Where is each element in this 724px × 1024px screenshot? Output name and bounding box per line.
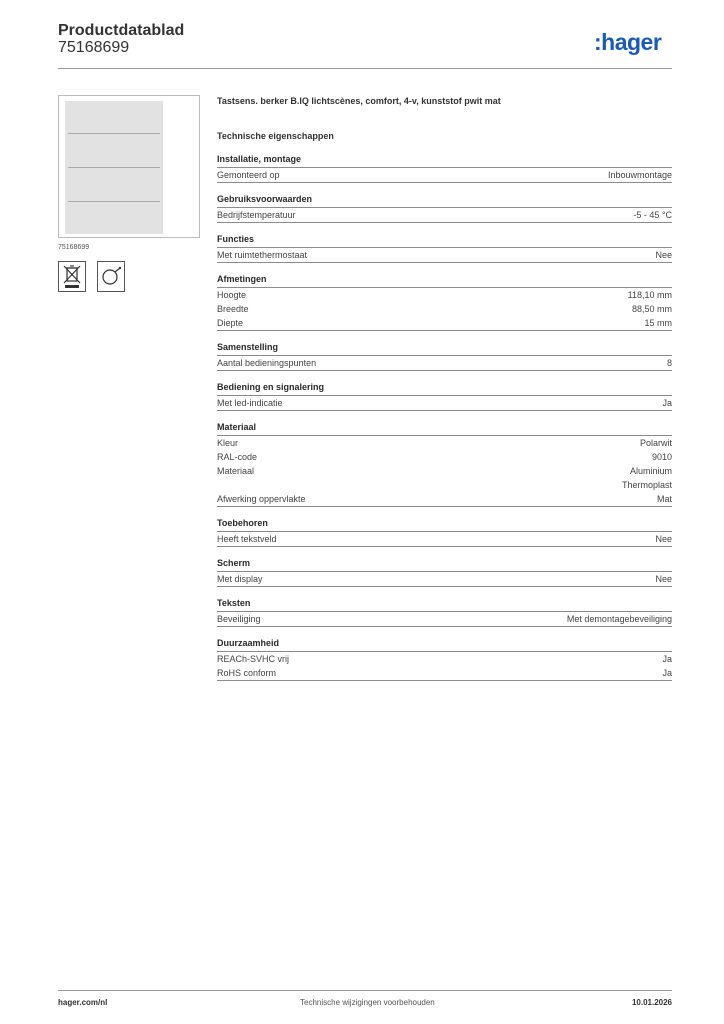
spec-label: Bedrijfstemperatuur <box>217 210 296 220</box>
spec-label: Aantal bedieningspunten <box>217 358 317 368</box>
tech-heading: Technische eigenschappen <box>217 131 334 141</box>
spec-value: Inbouwmontage <box>607 170 672 180</box>
spec-label: Materiaal <box>217 466 255 476</box>
spec-label: Met led-indicatie <box>217 398 283 408</box>
spec-row <box>217 450 672 464</box>
spec-section <box>217 272 672 331</box>
spec-section <box>217 152 672 183</box>
spec-label: Afwerking oppervlakte <box>217 494 306 504</box>
spec-row <box>217 248 672 263</box>
footer-divider <box>58 990 672 991</box>
spec-row <box>217 464 672 492</box>
spec-section <box>217 516 672 547</box>
footer-date: 10.01.2026 <box>631 998 672 1007</box>
spec-value: Ja <box>662 668 672 678</box>
image-caption: 75168699 <box>58 244 90 251</box>
spec-value: Aluminium Thermoplast <box>621 466 672 490</box>
product-description: Tastsens. berker B.IQ lichtscènes, comfort, 4-v, kunststof pwit mat <box>217 96 501 106</box>
spec-row <box>217 288 672 302</box>
footer-disclaimer: Technische wijzigingen voorbehouden <box>300 998 435 1007</box>
spec-row <box>217 316 672 331</box>
spec-section <box>217 420 672 507</box>
spec-value: Nee <box>655 534 672 544</box>
spec-label: Breedte <box>217 304 249 314</box>
spec-label: Gemonteerd op <box>217 170 280 180</box>
spec-section <box>217 636 672 681</box>
spec-value: 118,10 mm <box>627 290 672 300</box>
spec-row <box>217 208 672 223</box>
page-title: Productdatablad <box>58 22 185 39</box>
spec-label: RAL-code <box>217 452 258 462</box>
spec-row <box>217 492 672 507</box>
spec-row <box>217 168 672 183</box>
spec-label: RoHS conform <box>217 668 277 678</box>
spec-value: 15 mm <box>644 318 672 328</box>
spec-row <box>217 302 672 316</box>
spec-label: Beveiliging <box>217 614 261 624</box>
header-divider <box>58 68 672 69</box>
section-title: Duurzaamheid <box>217 636 672 652</box>
spec-label: Hoogte <box>217 290 247 300</box>
spec-value: Polarwit <box>639 438 672 448</box>
spec-value: 8 <box>666 358 672 368</box>
section-title: Samenstelling <box>217 340 672 356</box>
product-image <box>58 95 200 238</box>
spec-value: Nee <box>655 574 672 584</box>
section-title: Toebehoren <box>217 516 672 532</box>
hager-logo: :hager <box>594 29 662 55</box>
spec-section <box>217 596 672 627</box>
spec-value: Ja <box>662 654 672 664</box>
spec-label: REACh-SVHC vrij <box>217 654 290 664</box>
spec-value: 88,50 mm <box>631 304 672 314</box>
spec-sections <box>217 152 672 690</box>
spec-row <box>217 532 672 547</box>
spec-label: Heeft tekstveld <box>217 534 277 544</box>
spec-row <box>217 666 672 681</box>
article-number: 75168699 <box>58 39 130 56</box>
spec-value: 9010 <box>651 452 672 462</box>
section-title: Afmetingen <box>217 272 672 288</box>
switch-panel <box>65 101 163 234</box>
spec-value: -5 - 45 °C <box>633 210 672 220</box>
section-title: Installatie, montage <box>217 152 672 168</box>
spec-row <box>217 436 672 450</box>
spec-value: Met demontagebeveiliging <box>566 614 672 624</box>
spec-value: Ja <box>662 398 672 408</box>
ring-contact-icon <box>97 261 125 292</box>
spec-section <box>217 556 672 587</box>
section-title: Materiaal <box>217 420 672 436</box>
spec-section <box>217 192 672 223</box>
spec-value: Nee <box>655 250 672 260</box>
spec-row <box>217 396 672 411</box>
spec-row <box>217 612 672 627</box>
spec-row <box>217 652 672 666</box>
weee-bin-icon <box>58 261 86 292</box>
spec-section <box>217 380 672 411</box>
spec-label: Kleur <box>217 438 239 448</box>
section-title: Teksten <box>217 596 672 612</box>
section-title: Gebruiksvoorwaarden <box>217 192 672 208</box>
spec-section <box>217 340 672 371</box>
section-title: Bediening en signalering <box>217 380 672 396</box>
spec-row <box>217 356 672 371</box>
spec-label: Met display <box>217 574 263 584</box>
section-title: Scherm <box>217 556 672 572</box>
spec-label: Met ruimtethermostaat <box>217 250 308 260</box>
spec-label: Diepte <box>217 318 244 328</box>
spec-section <box>217 232 672 263</box>
footer-website[interactable]: hager.com/nl <box>58 998 108 1007</box>
section-title: Functies <box>217 232 672 248</box>
spec-row <box>217 572 672 587</box>
spec-value: Mat <box>656 494 672 504</box>
